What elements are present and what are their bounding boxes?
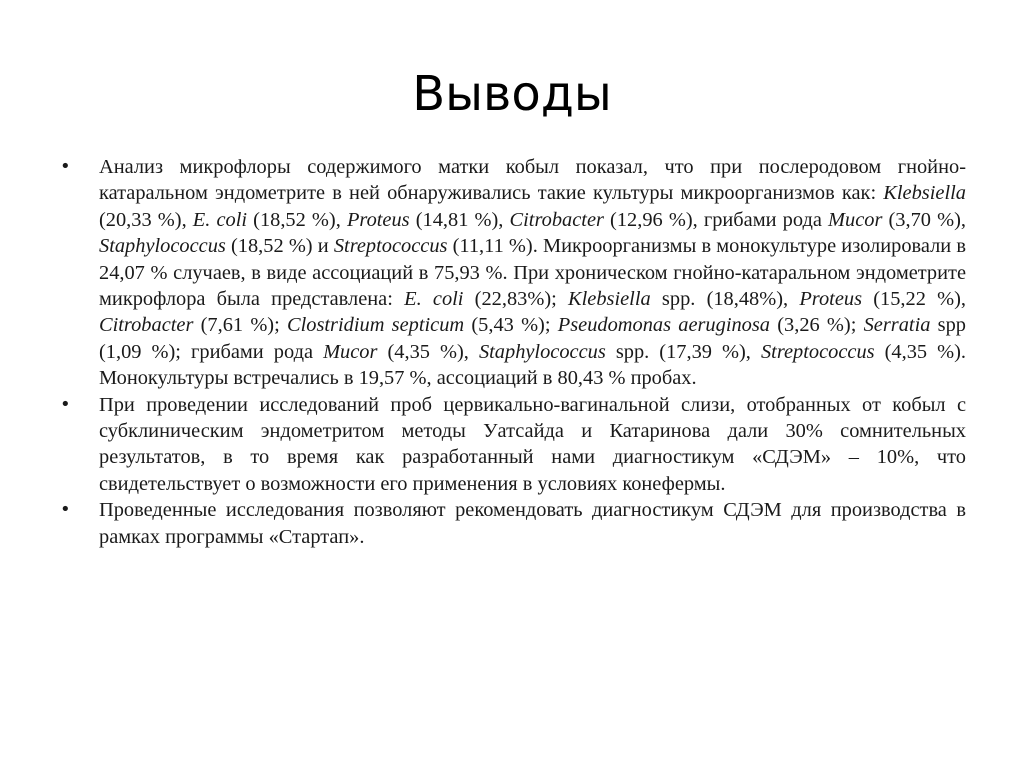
bullet-item-microflora (60, 154, 966, 392)
bullet-text: Проведенные исследования позволяют рекомендовать диагностикум СДЭМ для производства в рамках программы «Стартап». (99, 499, 966, 548)
bullet-icon: • (60, 499, 71, 521)
bullet-item-diagnostics (60, 392, 966, 498)
bullet-text: При проведении исследований проб цервикально-вагинальной слизи, отобранных от кобыл с субклиническим эндометритом методы Уатсайда и Катаринова дали 30% сомнительных результатов, в то время как разработанный нами диагностикум «СДЭМ» – 10%, что свидетельствует о возможности его применения в условиях конефермы. (99, 393, 966, 495)
bullet-list (60, 154, 966, 550)
bullet-item-recommendation (60, 497, 966, 550)
slide-title: Выводы (412, 66, 612, 122)
bullet-icon: • (60, 156, 71, 177)
bullet-text: Анализ микрофлоры содержимого матки кобыл показал, что при послеродовом гнойно-катаральном эндометрите в ней обнаруживались такие культуры микроорганизмов как: Klebsiella (20,33 %), E. coli (18,52 %), Proteus (14,81 %), Citrobacter (12,96 %), грибами рода Mucor (3,70 %), Staphylococcus (18,52 %) и Streptococcus (11,11 %). Микроорганизмы в монокультуре изолировали в 24,07 % случаев, в виде ассоциаций в 75,93 %. При хроническом гнойно-катаральном эндометрите микрофлора была представлена: E. coli (22,83%); Klebsiella spp. (18,48%), Proteus (15,22 %), Citrobacter (7,61 %); Clostridium septicum (5,43 %); Pseudomonas aeruginosa (3,26 %); Serratia spp (1,09 %); грибами рода Mucor (4,35 %), Staphylococcus spp. (17,39 %), Streptococcus (4,35 %). Монокультуры встречались в 19,57 %, ассоциаций в 80,43 % пробах. (99, 156, 967, 390)
bullet-icon: • (60, 393, 71, 415)
